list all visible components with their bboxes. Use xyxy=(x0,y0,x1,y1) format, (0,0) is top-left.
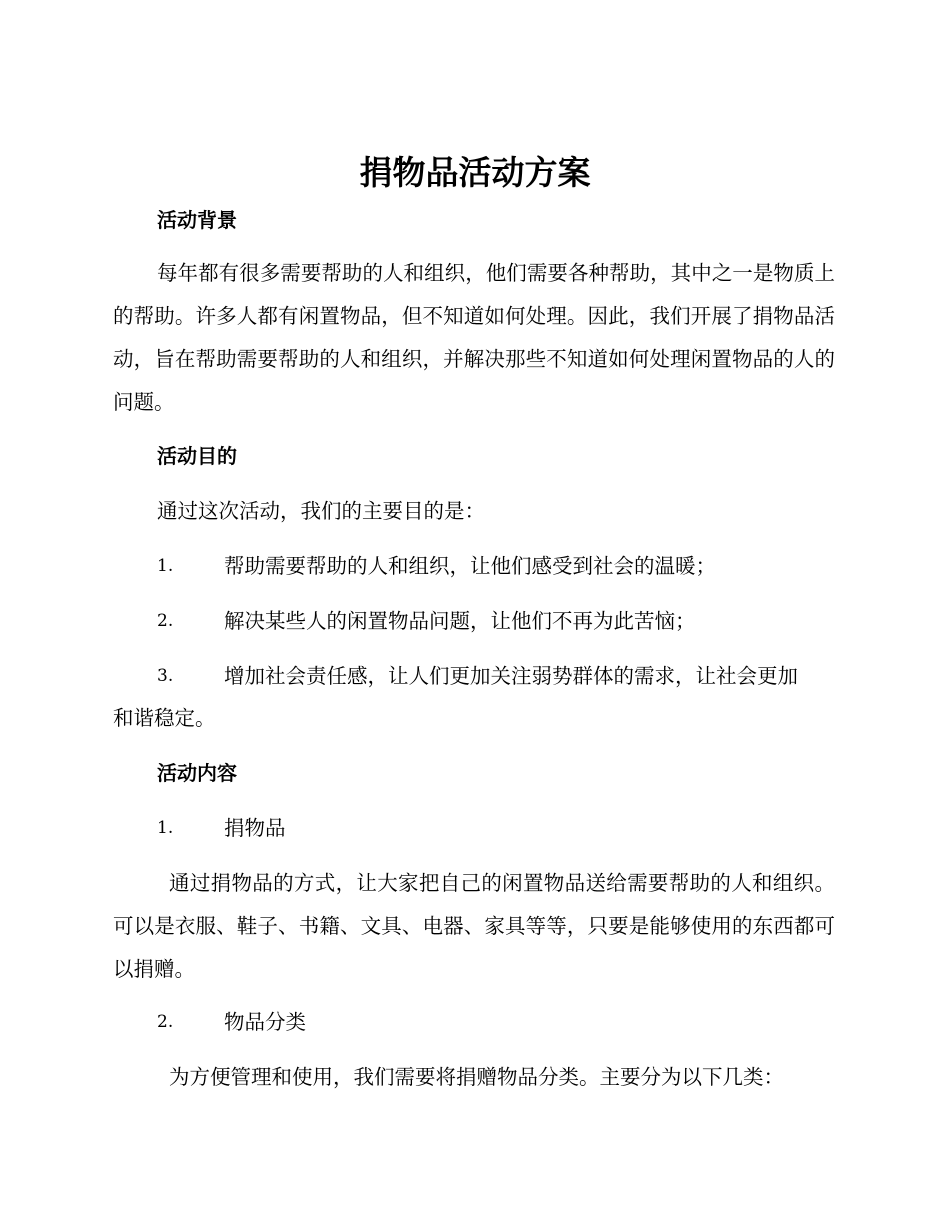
purpose-item-number: 2. xyxy=(157,611,174,631)
content-item-label: 物品分类 xyxy=(224,1010,306,1034)
document-title: 捐物品活动方案 xyxy=(359,153,591,192)
purpose-intro: 通过这次活动，我们的主要目的是： xyxy=(157,499,485,523)
content-item-label: 捐物品 xyxy=(224,816,286,840)
purpose-item-text: 解决某些人的闲置物品问题，让他们不再为此苦恼； xyxy=(224,609,696,633)
content-item-paragraph: 通过捐物品的方式，让大家把自己的闲置物品送给需要帮助的人和组织。可以是衣服、鞋子、书籍、文具、电器、家具等等，只要是能够使用的东西都可以捐赠。 xyxy=(113,871,835,981)
purpose-item-text: 增加社会责任感，让人们更加关注弱势群体的需求，让社会更加 xyxy=(224,664,798,688)
section-heading-content: 活动内容 xyxy=(157,761,237,785)
content-item-number: 2. xyxy=(157,1012,174,1032)
section-heading-purpose: 活动目的 xyxy=(157,444,237,468)
purpose-item-continuation: 和谐稳定。 xyxy=(113,706,216,730)
background-paragraph: 每年都有很多需要帮助的人和组织，他们需要各种帮助，其中之一是物质上的帮助。许多人都有闲置物品，但不知道如何处理。因此，我们开展了捐物品活动，旨在帮助需要帮助的人和组织，并解决那些不知道如何处理闲置物品的人的问题。 xyxy=(113,261,835,414)
purpose-item-text: 帮助需要帮助的人和组织，让他们感受到社会的温暖； xyxy=(224,554,716,578)
purpose-item-number: 3. xyxy=(157,666,174,686)
section-heading-background: 活动背景 xyxy=(157,208,237,232)
purpose-item-number: 1. xyxy=(157,556,174,576)
content-item-paragraph: 为方便管理和使用，我们需要将捐赠物品分类。主要分为以下几类： xyxy=(169,1065,784,1089)
content-item-number: 1. xyxy=(157,818,174,838)
